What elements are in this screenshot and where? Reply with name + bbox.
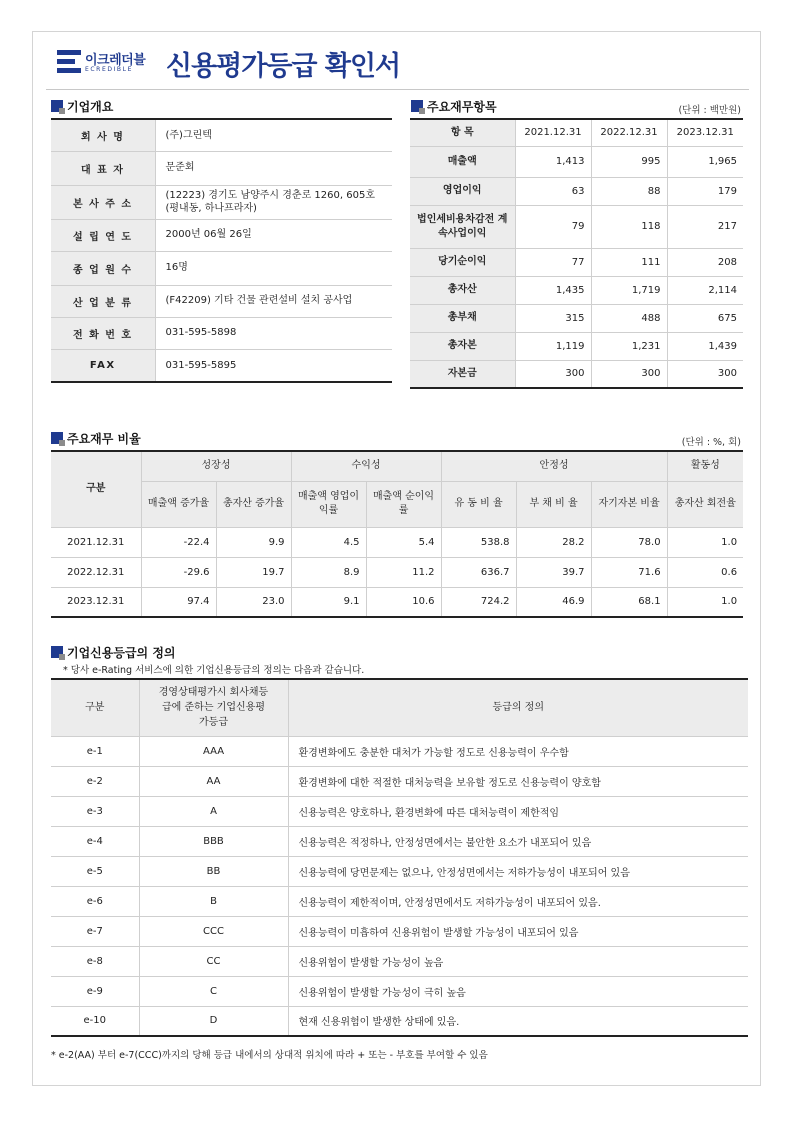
grade-code: e-8 [51, 946, 139, 976]
company-field-label: 산 업 분 류 [51, 285, 155, 317]
grade-col-header: 경영상태평가시 회사채등급에 준하는 기업신용평가등급 [139, 679, 288, 736]
company-field-label: 본 사 주 소 [51, 185, 155, 219]
ratio-value: 71.6 [591, 557, 667, 587]
ratio-value: 636.7 [441, 557, 516, 587]
grade-col-header: 등급의 정의 [288, 679, 748, 736]
company-field-label: 대 표 자 [51, 151, 155, 185]
company-field-label: 종 업 원 수 [51, 251, 155, 285]
grade-code: e-1 [51, 736, 139, 766]
ratio-subheader: 매출액 순이익률 [366, 481, 441, 527]
ratio-group-header: 활동성 [667, 451, 743, 481]
grade-definition: 신용능력은 양호하나, 환경변화에 따른 대처능력이 제한적임 [288, 796, 748, 826]
financial-ratio-table [51, 450, 743, 618]
company-row [51, 219, 392, 251]
company-field-value: 031-595-5898 [155, 317, 392, 349]
finance-value: 488 [591, 304, 667, 332]
ratio-value: 97.4 [141, 587, 216, 617]
logo-mark-icon [57, 50, 81, 74]
section-square-icon [51, 646, 63, 658]
ratio-row [51, 587, 743, 617]
finance-value: 315 [515, 304, 591, 332]
finance-row [410, 146, 743, 177]
grade-rating: B [139, 886, 288, 916]
grade-definition: 신용능력이 미흡하여 신용위험이 발생할 가능성이 내포되어 있음 [288, 916, 748, 946]
ratio-value: 538.8 [441, 527, 516, 557]
finance-value: 111 [591, 248, 667, 276]
grade-header-row [51, 679, 748, 736]
ratio-value: 28.2 [516, 527, 591, 557]
grade-definition: 신용능력은 적정하나, 안정성면에서는 불안한 요소가 내포되어 있음 [288, 826, 748, 856]
grade-rating: C [139, 976, 288, 1006]
finance-value: 179 [667, 177, 743, 205]
grade-definition: 환경변화에 대한 적절한 대처능력을 보유할 정도로 신용능력이 양호함 [288, 766, 748, 796]
grade-definition: 신용능력이 제한적이며, 안정성면에서도 저하가능성이 내포되어 있음. [288, 886, 748, 916]
finance-value: 675 [667, 304, 743, 332]
grade-row [51, 856, 748, 886]
finance-value: 217 [667, 205, 743, 248]
ratio-value: 78.0 [591, 527, 667, 557]
finance-year-header: 2021.12.31 [515, 119, 591, 146]
ratio-value: 9.9 [216, 527, 291, 557]
ratio-subheader: 총자산 회전율 [667, 481, 743, 527]
ratio-value: 0.6 [667, 557, 743, 587]
ratio-unit-label: (단위 : %, 회) [681, 437, 741, 448]
company-field-label: 설 립 연 도 [51, 219, 155, 251]
grade-definition-table [51, 678, 748, 1037]
finance-value: 88 [591, 177, 667, 205]
ratio-value: 724.2 [441, 587, 516, 617]
grade-col-header: 구분 [51, 679, 139, 736]
finance-year-header: 2022.12.31 [591, 119, 667, 146]
grade-definition: 현재 신용위험이 발생한 상태에 있음. [288, 1006, 748, 1036]
section-square-icon [51, 432, 63, 444]
ratio-col-header: 구분 [51, 451, 141, 527]
ratio-value: 1.0 [667, 527, 743, 557]
grade-row [51, 736, 748, 766]
ratio-group-header: 안정성 [441, 451, 667, 481]
finance-year-header: 2023.12.31 [667, 119, 743, 146]
finance-row [410, 248, 743, 276]
ratio-value: 9.1 [291, 587, 366, 617]
finance-value: 118 [591, 205, 667, 248]
ratio-value: 5.4 [366, 527, 441, 557]
ratio-group-header: 성장성 [141, 451, 291, 481]
finance-value: 1,719 [591, 276, 667, 304]
logo-subtext: ECREDIBLE [85, 66, 133, 73]
company-overview-table [51, 118, 392, 383]
grade-rating: D [139, 1006, 288, 1036]
ratio-value: -29.6 [141, 557, 216, 587]
finance-item-label: 영업이익 [410, 177, 515, 205]
ratio-subheader: 매출액 영업이익률 [291, 481, 366, 527]
finance-value: 2,114 [667, 276, 743, 304]
company-section-heading: 기업개요 [51, 98, 113, 114]
ratio-subheader: 유 동 비 율 [441, 481, 516, 527]
grade-row [51, 946, 748, 976]
grade-intro-note: * 당사 e-Rating 서비스에 의한 기업신용등급의 정의는 다음과 같습니다. [63, 665, 365, 676]
company-row [51, 119, 392, 151]
ratio-value: 1.0 [667, 587, 743, 617]
finance-value: 300 [591, 360, 667, 388]
grade-row [51, 796, 748, 826]
ratio-row [51, 557, 743, 587]
company-row [51, 349, 392, 382]
finance-item-label: 자본금 [410, 360, 515, 388]
grade-rating: A [139, 796, 288, 826]
ratio-value: 8.9 [291, 557, 366, 587]
finance-item-label: 매출액 [410, 146, 515, 177]
finance-item-label: 총자본 [410, 332, 515, 360]
ratio-group-row [51, 451, 743, 481]
grade-code: e-7 [51, 916, 139, 946]
company-field-value: 문준회 [155, 151, 392, 185]
finance-value: 1,435 [515, 276, 591, 304]
finance-value: 1,439 [667, 332, 743, 360]
grade-code: e-9 [51, 976, 139, 1006]
company-field-label: 회 사 명 [51, 119, 155, 151]
company-row [51, 251, 392, 285]
finance-value: 1,965 [667, 146, 743, 177]
key-financials-table [410, 118, 743, 389]
ratio-group-header: 수익성 [291, 451, 441, 481]
ratio-year: 2022.12.31 [51, 557, 141, 587]
finance-row [410, 177, 743, 205]
section-square-icon [411, 100, 423, 112]
grade-definition: 신용위험이 발생할 가능성이 극히 높음 [288, 976, 748, 1006]
finance-row [410, 205, 743, 248]
grade-code: e-6 [51, 886, 139, 916]
grade-row [51, 916, 748, 946]
finance-value: 208 [667, 248, 743, 276]
ratio-subheader: 매출액 증가율 [141, 481, 216, 527]
grade-row [51, 1006, 748, 1036]
finance-item-label: 법인세비용차감전 계속사업이익 [410, 205, 515, 248]
grade-code: e-10 [51, 1006, 139, 1036]
finance-row [410, 332, 743, 360]
grade-definition: 신용능력에 당면문제는 없으나, 안정성면에서는 저하가능성이 내포되어 있음 [288, 856, 748, 886]
company-field-label: FAX [51, 349, 155, 382]
finance-value: 63 [515, 177, 591, 205]
grade-code: e-2 [51, 766, 139, 796]
company-field-value: (12223) 경기도 남양주시 경춘로 1260, 605호 (평내동, 하나프라자) [155, 185, 392, 219]
finance-row [410, 304, 743, 332]
company-row [51, 317, 392, 349]
grade-rating: AAA [139, 736, 288, 766]
ratio-value: -22.4 [141, 527, 216, 557]
company-field-value: (주)그린텍 [155, 119, 392, 151]
finance-item-label: 총자산 [410, 276, 515, 304]
finance-header-row [410, 119, 743, 146]
finance-section-heading: 주요재무항목 [411, 98, 497, 114]
grade-row [51, 886, 748, 916]
company-field-value: (F42209) 기타 건물 관련설비 설치 공사업 [155, 285, 392, 317]
finance-value: 1,119 [515, 332, 591, 360]
grade-definition: 신용위험이 발생할 가능성이 높음 [288, 946, 748, 976]
ratio-subheader: 자기자본 비율 [591, 481, 667, 527]
finance-row [410, 276, 743, 304]
company-row [51, 185, 392, 219]
ratio-value: 10.6 [366, 587, 441, 617]
ratio-value: 23.0 [216, 587, 291, 617]
grade-section-heading: 기업신용등급의 정의 [51, 644, 176, 660]
ratio-subheader: 총자산 증가율 [216, 481, 291, 527]
grade-row [51, 766, 748, 796]
finance-value: 77 [515, 248, 591, 276]
ratio-value: 46.9 [516, 587, 591, 617]
grade-row [51, 976, 748, 1006]
grade-code: e-4 [51, 826, 139, 856]
ratio-value: 39.7 [516, 557, 591, 587]
finance-unit-label: (단위 : 백만원) [678, 105, 741, 116]
ratio-value: 11.2 [366, 557, 441, 587]
document-page [32, 31, 761, 1086]
grade-code: e-5 [51, 856, 139, 886]
finance-value: 995 [591, 146, 667, 177]
company-field-label: 전 화 번 호 [51, 317, 155, 349]
ratio-year: 2023.12.31 [51, 587, 141, 617]
ratio-subheader: 부 채 비 율 [516, 481, 591, 527]
page-title: 신용평가등급 확인서 [166, 51, 401, 82]
grade-row [51, 826, 748, 856]
company-field-value: 16명 [155, 251, 392, 285]
company-row [51, 285, 392, 317]
finance-item-label: 당기순이익 [410, 248, 515, 276]
ratio-year: 2021.12.31 [51, 527, 141, 557]
ratio-row [51, 527, 743, 557]
ratio-section-heading: 주요재무 비율 [51, 430, 141, 446]
grade-rating: BBB [139, 826, 288, 856]
title-divider [46, 89, 749, 90]
grade-rating: CC [139, 946, 288, 976]
finance-row [410, 360, 743, 388]
company-field-value: 031-595-5895 [155, 349, 392, 382]
grade-rating: AA [139, 766, 288, 796]
finance-value: 1,231 [591, 332, 667, 360]
grade-definition: 환경변화에도 충분한 대처가 가능할 정도로 신용능력이 우수함 [288, 736, 748, 766]
finance-col-header: 항 목 [410, 119, 515, 146]
grade-rating: BB [139, 856, 288, 886]
ecredible-logo [57, 47, 157, 77]
finance-value: 300 [515, 360, 591, 388]
finance-value: 1,413 [515, 146, 591, 177]
grade-rating: CCC [139, 916, 288, 946]
company-row [51, 151, 392, 185]
ratio-value: 19.7 [216, 557, 291, 587]
finance-item-label: 총부채 [410, 304, 515, 332]
grade-code: e-3 [51, 796, 139, 826]
section-square-icon [51, 100, 63, 112]
finance-value: 79 [515, 205, 591, 248]
grade-footnote: * e-2(AA) 부터 e-7(CCC)까지의 당해 등급 내에서의 상대적 위치에 따라 + 또는 - 부호를 부여할 수 있음 [51, 1050, 488, 1061]
logo-text: 이크레더블 [85, 53, 146, 68]
ratio-subheader-row [51, 481, 743, 527]
company-field-value: 2000년 06월 26일 [155, 219, 392, 251]
ratio-value: 4.5 [291, 527, 366, 557]
ratio-value: 68.1 [591, 587, 667, 617]
finance-value: 300 [667, 360, 743, 388]
